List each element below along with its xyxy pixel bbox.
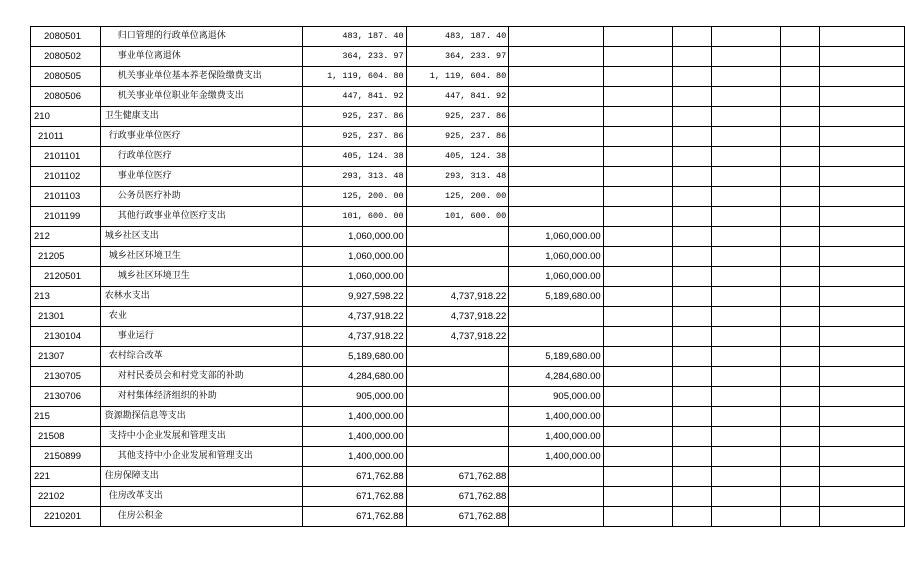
basic-amount-cell: 101, 600. 00 xyxy=(406,207,509,227)
empty-cell xyxy=(672,87,711,107)
total-amount-cell: 925, 237. 86 xyxy=(303,127,407,147)
empty-cell xyxy=(780,467,819,487)
basic-amount-cell xyxy=(406,407,509,427)
account-name-cell: 行政单位医疗 xyxy=(100,147,302,167)
basic-amount-cell: 1, 119, 604. 80 xyxy=(406,67,509,87)
table-row xyxy=(31,27,905,47)
empty-cell xyxy=(672,107,711,127)
table-row xyxy=(31,507,905,527)
account-code-cell: 2150899 xyxy=(31,447,101,467)
table-row xyxy=(31,187,905,207)
empty-cell xyxy=(672,287,711,307)
empty-cell xyxy=(603,227,672,247)
empty-cell xyxy=(603,167,672,187)
project-amount-cell xyxy=(509,47,603,67)
empty-cell xyxy=(711,427,780,447)
empty-cell xyxy=(780,327,819,347)
total-amount-cell: 1,060,000.00 xyxy=(303,227,407,247)
empty-cell xyxy=(672,387,711,407)
table-row xyxy=(31,167,905,187)
account-name-cell: 机关事业单位基本养老保险缴费支出 xyxy=(100,67,302,87)
empty-cell xyxy=(672,127,711,147)
total-amount-cell: 905,000.00 xyxy=(303,387,407,407)
empty-cell xyxy=(820,67,905,87)
basic-amount-cell: 447, 841. 92 xyxy=(406,87,509,107)
empty-cell xyxy=(672,227,711,247)
table-row xyxy=(31,67,905,87)
project-amount-cell: 5,189,680.00 xyxy=(509,287,603,307)
empty-cell xyxy=(603,467,672,487)
empty-cell xyxy=(780,387,819,407)
basic-amount-cell: 483, 187. 40 xyxy=(406,27,509,47)
basic-amount-cell: 293, 313. 48 xyxy=(406,167,509,187)
project-amount-cell: 5,189,680.00 xyxy=(509,347,603,367)
account-name-cell: 农业 xyxy=(100,307,302,327)
total-amount-cell: 1,400,000.00 xyxy=(303,447,407,467)
table-row xyxy=(31,327,905,347)
account-name-cell: 卫生健康支出 xyxy=(100,107,302,127)
total-amount-cell: 1,060,000.00 xyxy=(303,247,407,267)
empty-cell xyxy=(711,227,780,247)
empty-cell xyxy=(780,67,819,87)
empty-cell xyxy=(711,287,780,307)
empty-cell xyxy=(711,447,780,467)
empty-cell xyxy=(711,327,780,347)
total-amount-cell: 483, 187. 40 xyxy=(303,27,407,47)
account-code-cell: 221 xyxy=(31,467,101,487)
project-amount-cell xyxy=(509,507,603,527)
total-amount-cell: 1,060,000.00 xyxy=(303,267,407,287)
basic-amount-cell xyxy=(406,367,509,387)
empty-cell xyxy=(711,67,780,87)
empty-cell xyxy=(780,187,819,207)
account-code-cell: 2130705 xyxy=(31,367,101,387)
total-amount-cell: 1, 119, 604. 80 xyxy=(303,67,407,87)
basic-amount-cell xyxy=(406,267,509,287)
empty-cell xyxy=(603,47,672,67)
empty-cell xyxy=(820,127,905,147)
total-amount-cell: 4,737,918.22 xyxy=(303,307,407,327)
account-name-cell: 事业单位医疗 xyxy=(100,167,302,187)
empty-cell xyxy=(780,247,819,267)
empty-cell xyxy=(780,407,819,427)
account-code-cell: 2080501 xyxy=(31,27,101,47)
empty-cell xyxy=(780,27,819,47)
project-amount-cell xyxy=(509,87,603,107)
empty-cell xyxy=(780,227,819,247)
account-code-cell: 21301 xyxy=(31,307,101,327)
empty-cell xyxy=(780,427,819,447)
empty-cell xyxy=(711,167,780,187)
account-name-cell: 事业运行 xyxy=(100,327,302,347)
empty-cell xyxy=(672,327,711,347)
total-amount-cell: 4,284,680.00 xyxy=(303,367,407,387)
project-amount-cell xyxy=(509,207,603,227)
empty-cell xyxy=(780,487,819,507)
project-amount-cell: 4,284,680.00 xyxy=(509,367,603,387)
empty-cell xyxy=(603,247,672,267)
total-amount-cell: 125, 200. 00 xyxy=(303,187,407,207)
basic-amount-cell: 671,762.88 xyxy=(406,487,509,507)
empty-cell xyxy=(780,267,819,287)
empty-cell xyxy=(603,27,672,47)
account-name-cell: 对村集体经济组织的补助 xyxy=(100,387,302,407)
account-name-cell: 行政事业单位医疗 xyxy=(100,127,302,147)
empty-cell xyxy=(820,387,905,407)
empty-cell xyxy=(603,387,672,407)
account-name-cell: 住房保障支出 xyxy=(100,467,302,487)
table-row xyxy=(31,307,905,327)
empty-cell xyxy=(603,347,672,367)
empty-cell xyxy=(711,47,780,67)
empty-cell xyxy=(820,247,905,267)
basic-amount-cell xyxy=(406,447,509,467)
empty-cell xyxy=(711,27,780,47)
project-amount-cell xyxy=(509,167,603,187)
account-code-cell: 21307 xyxy=(31,347,101,367)
empty-cell xyxy=(780,147,819,167)
project-amount-cell: 1,060,000.00 xyxy=(509,247,603,267)
account-code-cell: 2101102 xyxy=(31,167,101,187)
account-name-cell: 对村民委员会和村党支部的补助 xyxy=(100,367,302,387)
account-code-cell: 21508 xyxy=(31,427,101,447)
empty-cell xyxy=(711,407,780,427)
empty-cell xyxy=(820,507,905,527)
account-code-cell: 2101101 xyxy=(31,147,101,167)
account-name-cell: 资源勘探信息等支出 xyxy=(100,407,302,427)
empty-cell xyxy=(603,87,672,107)
project-amount-cell xyxy=(509,487,603,507)
total-amount-cell: 671,762.88 xyxy=(303,487,407,507)
empty-cell xyxy=(820,107,905,127)
empty-cell xyxy=(711,107,780,127)
empty-cell xyxy=(820,287,905,307)
empty-cell xyxy=(780,507,819,527)
empty-cell xyxy=(820,367,905,387)
empty-cell xyxy=(672,27,711,47)
account-name-cell: 归口管理的行政单位离退休 xyxy=(100,27,302,47)
total-amount-cell: 9,927,598.22 xyxy=(303,287,407,307)
project-amount-cell xyxy=(509,147,603,167)
empty-cell xyxy=(820,467,905,487)
table-row xyxy=(31,247,905,267)
empty-cell xyxy=(780,47,819,67)
project-amount-cell xyxy=(509,187,603,207)
empty-cell xyxy=(711,367,780,387)
account-code-cell: 2120501 xyxy=(31,267,101,287)
empty-cell xyxy=(603,207,672,227)
account-name-cell: 支持中小企业发展和管理支出 xyxy=(100,427,302,447)
total-amount-cell: 925, 237. 86 xyxy=(303,107,407,127)
table-row xyxy=(31,487,905,507)
empty-cell xyxy=(672,247,711,267)
empty-cell xyxy=(603,327,672,347)
empty-cell xyxy=(603,287,672,307)
basic-amount-cell: 671,762.88 xyxy=(406,507,509,527)
empty-cell xyxy=(603,367,672,387)
account-code-cell: 213 xyxy=(31,287,101,307)
empty-cell xyxy=(711,307,780,327)
empty-cell xyxy=(711,387,780,407)
empty-cell xyxy=(672,447,711,467)
project-amount-cell: 1,400,000.00 xyxy=(509,407,603,427)
empty-cell xyxy=(711,487,780,507)
total-amount-cell: 447, 841. 92 xyxy=(303,87,407,107)
empty-cell xyxy=(672,207,711,227)
table-row xyxy=(31,347,905,367)
account-name-cell: 事业单位离退休 xyxy=(100,47,302,67)
account-code-cell: 2130706 xyxy=(31,387,101,407)
empty-cell xyxy=(603,187,672,207)
empty-cell xyxy=(603,507,672,527)
table-row xyxy=(31,467,905,487)
empty-cell xyxy=(780,87,819,107)
empty-cell xyxy=(603,487,672,507)
empty-cell xyxy=(820,207,905,227)
account-code-cell: 215 xyxy=(31,407,101,427)
table-row xyxy=(31,367,905,387)
empty-cell xyxy=(820,267,905,287)
empty-cell xyxy=(711,267,780,287)
empty-cell xyxy=(820,167,905,187)
empty-cell xyxy=(711,247,780,267)
account-name-cell: 其他行政事业单位医疗支出 xyxy=(100,207,302,227)
basic-amount-cell: 125, 200. 00 xyxy=(406,187,509,207)
basic-amount-cell: 925, 237. 86 xyxy=(406,127,509,147)
empty-cell xyxy=(820,487,905,507)
empty-cell xyxy=(711,347,780,367)
project-amount-cell: 905,000.00 xyxy=(509,387,603,407)
empty-cell xyxy=(711,207,780,227)
table-row xyxy=(31,87,905,107)
account-name-cell: 其他支持中小企业发展和管理支出 xyxy=(100,447,302,467)
empty-cell xyxy=(672,467,711,487)
empty-cell xyxy=(672,187,711,207)
total-amount-cell: 405, 124. 38 xyxy=(303,147,407,167)
empty-cell xyxy=(820,27,905,47)
empty-cell xyxy=(603,107,672,127)
total-amount-cell: 671,762.88 xyxy=(303,467,407,487)
total-amount-cell: 1,400,000.00 xyxy=(303,407,407,427)
total-amount-cell: 5,189,680.00 xyxy=(303,347,407,367)
basic-amount-cell xyxy=(406,227,509,247)
empty-cell xyxy=(780,287,819,307)
empty-cell xyxy=(820,87,905,107)
account-code-cell: 21205 xyxy=(31,247,101,267)
empty-cell xyxy=(672,427,711,447)
empty-cell xyxy=(672,167,711,187)
empty-cell xyxy=(820,227,905,247)
empty-cell xyxy=(603,127,672,147)
project-amount-cell xyxy=(509,467,603,487)
table-body xyxy=(31,27,905,527)
empty-cell xyxy=(780,347,819,367)
project-amount-cell xyxy=(509,107,603,127)
account-code-cell: 2101103 xyxy=(31,187,101,207)
basic-amount-cell xyxy=(406,387,509,407)
empty-cell xyxy=(672,367,711,387)
empty-cell xyxy=(672,307,711,327)
account-name-cell: 城乡社区支出 xyxy=(100,227,302,247)
total-amount-cell: 101, 600. 00 xyxy=(303,207,407,227)
account-code-cell: 2130104 xyxy=(31,327,101,347)
basic-amount-cell xyxy=(406,347,509,367)
account-name-cell: 机关事业单位职业年金缴费支出 xyxy=(100,87,302,107)
account-name-cell: 住房公积金 xyxy=(100,507,302,527)
project-amount-cell xyxy=(509,127,603,147)
project-amount-cell xyxy=(509,327,603,347)
total-amount-cell: 4,737,918.22 xyxy=(303,327,407,347)
empty-cell xyxy=(672,407,711,427)
table-row xyxy=(31,47,905,67)
table-row xyxy=(31,387,905,407)
account-name-cell: 公务员医疗补助 xyxy=(100,187,302,207)
empty-cell xyxy=(603,447,672,467)
empty-cell xyxy=(820,427,905,447)
empty-cell xyxy=(780,367,819,387)
empty-cell xyxy=(603,307,672,327)
account-name-cell: 城乡社区环境卫生 xyxy=(100,267,302,287)
empty-cell xyxy=(672,507,711,527)
table-row xyxy=(31,147,905,167)
account-name-cell: 农村综合改革 xyxy=(100,347,302,367)
table-row xyxy=(31,207,905,227)
basic-amount-cell: 4,737,918.22 xyxy=(406,327,509,347)
empty-cell xyxy=(603,267,672,287)
empty-cell xyxy=(603,407,672,427)
empty-cell xyxy=(711,507,780,527)
basic-amount-cell: 4,737,918.22 xyxy=(406,287,509,307)
project-amount-cell: 1,060,000.00 xyxy=(509,227,603,247)
account-code-cell: 2080505 xyxy=(31,67,101,87)
empty-cell xyxy=(780,447,819,467)
empty-cell xyxy=(672,267,711,287)
project-amount-cell xyxy=(509,307,603,327)
empty-cell xyxy=(820,187,905,207)
empty-cell xyxy=(711,87,780,107)
empty-cell xyxy=(820,307,905,327)
project-amount-cell: 1,400,000.00 xyxy=(509,447,603,467)
empty-cell xyxy=(820,407,905,427)
account-code-cell: 2080502 xyxy=(31,47,101,67)
total-amount-cell: 293, 313. 48 xyxy=(303,167,407,187)
empty-cell xyxy=(780,307,819,327)
project-amount-cell xyxy=(509,67,603,87)
empty-cell xyxy=(603,427,672,447)
empty-cell xyxy=(672,47,711,67)
empty-cell xyxy=(780,107,819,127)
empty-cell xyxy=(820,327,905,347)
basic-amount-cell xyxy=(406,247,509,267)
empty-cell xyxy=(820,147,905,167)
table-row xyxy=(31,107,905,127)
table-row xyxy=(31,407,905,427)
total-amount-cell: 1,400,000.00 xyxy=(303,427,407,447)
account-name-cell: 农林水支出 xyxy=(100,287,302,307)
account-name-cell: 住房改革支出 xyxy=(100,487,302,507)
empty-cell xyxy=(711,187,780,207)
table-row xyxy=(31,427,905,447)
account-name-cell: 城乡社区环境卫生 xyxy=(100,247,302,267)
account-code-cell: 2210201 xyxy=(31,507,101,527)
basic-amount-cell: 364, 233. 97 xyxy=(406,47,509,67)
table-row xyxy=(31,287,905,307)
project-amount-cell: 1,060,000.00 xyxy=(509,267,603,287)
empty-cell xyxy=(672,67,711,87)
empty-cell xyxy=(780,167,819,187)
empty-cell xyxy=(820,347,905,367)
empty-cell xyxy=(711,127,780,147)
account-code-cell: 210 xyxy=(31,107,101,127)
account-code-cell: 22102 xyxy=(31,487,101,507)
empty-cell xyxy=(672,147,711,167)
expenditure-table xyxy=(30,26,905,527)
table-row xyxy=(31,267,905,287)
total-amount-cell: 364, 233. 97 xyxy=(303,47,407,67)
basic-amount-cell: 4,737,918.22 xyxy=(406,307,509,327)
empty-cell xyxy=(820,47,905,67)
empty-cell xyxy=(820,447,905,467)
account-code-cell: 2080506 xyxy=(31,87,101,107)
table-row xyxy=(31,447,905,467)
empty-cell xyxy=(780,127,819,147)
account-code-cell: 21011 xyxy=(31,127,101,147)
project-amount-cell: 1,400,000.00 xyxy=(509,427,603,447)
empty-cell xyxy=(711,147,780,167)
table-row xyxy=(31,227,905,247)
total-amount-cell: 671,762.88 xyxy=(303,507,407,527)
empty-cell xyxy=(780,207,819,227)
account-code-cell: 212 xyxy=(31,227,101,247)
basic-amount-cell: 925, 237. 86 xyxy=(406,107,509,127)
empty-cell xyxy=(711,467,780,487)
empty-cell xyxy=(603,67,672,87)
project-amount-cell xyxy=(509,27,603,47)
basic-amount-cell xyxy=(406,427,509,447)
basic-amount-cell: 671,762.88 xyxy=(406,467,509,487)
empty-cell xyxy=(603,147,672,167)
account-code-cell: 2101199 xyxy=(31,207,101,227)
empty-cell xyxy=(672,487,711,507)
basic-amount-cell: 405, 124. 38 xyxy=(406,147,509,167)
table-row xyxy=(31,127,905,147)
empty-cell xyxy=(672,347,711,367)
